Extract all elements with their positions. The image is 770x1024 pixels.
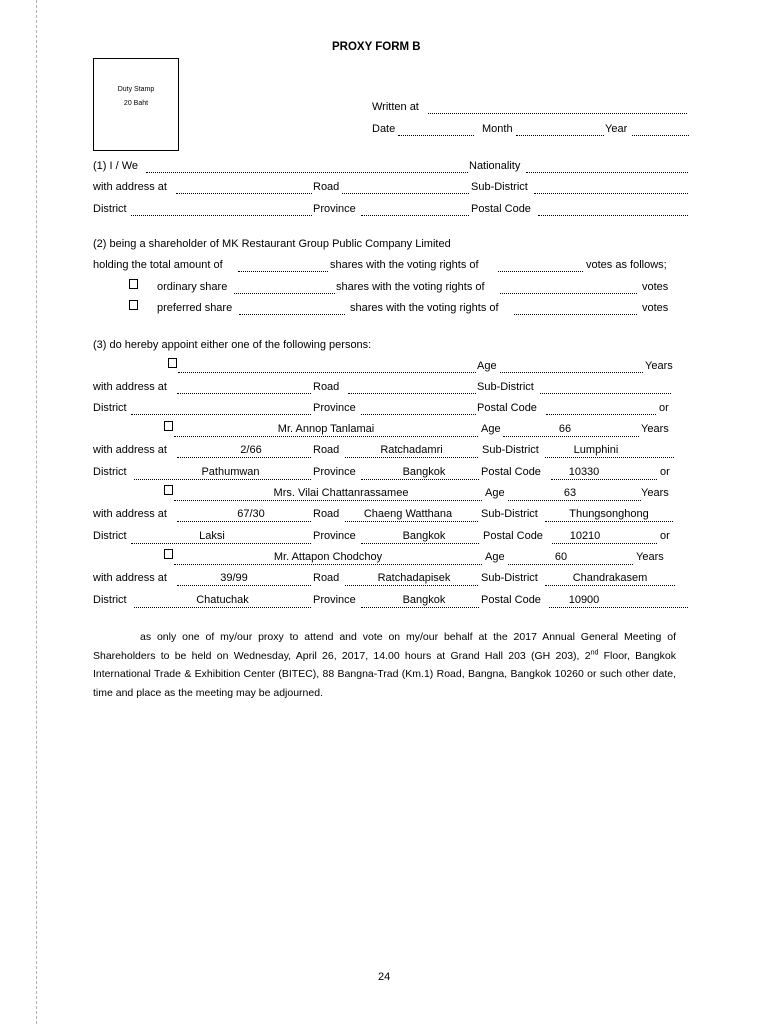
province-label: Province <box>313 530 356 542</box>
proxy-authorization-paragraph <box>93 628 676 702</box>
written-at-field[interactable] <box>428 113 687 114</box>
road-field[interactable] <box>342 193 469 194</box>
proxy-2-district-line <box>131 543 311 544</box>
proxy-blank-province-field[interactable] <box>361 414 476 415</box>
total-votes-field[interactable] <box>498 271 583 272</box>
proxy-3-sub-district-line <box>545 585 675 586</box>
proxy-1-postal-line <box>551 479 657 480</box>
proxy-3-address: 39/99 <box>220 572 248 584</box>
proxy-3-district: Chatuchak <box>196 594 249 606</box>
ordinary-votes-label: votes <box>642 281 669 293</box>
date-label: Date <box>372 123 396 135</box>
proxy-2-address: 67/30 <box>237 508 265 520</box>
postal-code-label: Postal Code <box>471 203 531 215</box>
proxy-2-postal-code: 10210 <box>569 530 601 542</box>
address-label: with address at <box>93 444 167 456</box>
road-label: Road <box>313 572 340 584</box>
proxy-3-age: 60 <box>554 551 568 563</box>
road-label: Road <box>313 181 340 193</box>
ordinary-shares-field[interactable] <box>234 293 335 294</box>
proxy-3-sub-district: Chandrakasem <box>572 572 648 584</box>
address-label: with address at <box>93 572 167 584</box>
postal-code-label: Postal Code <box>481 594 541 606</box>
proxy-1-postal-code: 10330 <box>568 466 600 478</box>
proxy-3-name-line <box>174 564 482 565</box>
stamp-label: Duty Stamp <box>117 86 155 93</box>
proxy-1-address-line <box>177 457 311 458</box>
district-label: District <box>93 594 127 606</box>
proxy-2-checkbox[interactable] <box>164 485 173 495</box>
preferred-share-checkbox[interactable] <box>129 300 138 310</box>
proxy-3-province-line <box>361 607 479 608</box>
address-field[interactable] <box>176 193 312 194</box>
age-label: Age <box>485 487 505 499</box>
appoint-statement: (3) do hereby appoint either one of the following persons: <box>93 339 372 351</box>
proxy-1-province: Bangkok <box>402 466 446 478</box>
shares-voting-label: shares with the voting rights of <box>330 259 479 271</box>
proxy-1-district: Pathumwan <box>201 466 260 478</box>
road-label: Road <box>313 381 340 393</box>
sub-district-field[interactable] <box>534 193 688 194</box>
page-edge-line <box>36 0 37 1024</box>
sub-district-label: Sub-District <box>471 181 528 193</box>
proxy-2-sub-district: Thungsonghong <box>569 508 649 520</box>
road-label: Road <box>313 444 340 456</box>
paragraph-part-2: Floor, Bangkok International Trade & Exhibition Center (BITEC), 88 Bangna-Trad (Km.1) Road, Bangna, Bangkok 10260 or such other date, time and place as the meeting may be adjourned. <box>93 649 676 699</box>
proxy-1-name-line <box>174 436 478 437</box>
proxy-2-road: Chaeng Watthana <box>363 508 453 520</box>
total-shares-field[interactable] <box>238 271 328 272</box>
proxy-2-address-line <box>177 521 311 522</box>
proxy-1-age-line <box>503 436 639 437</box>
proxy-2-postal-line <box>552 543 657 544</box>
nationality-label: Nationality <box>469 160 521 172</box>
years-label: Years <box>636 551 664 563</box>
page-number: 24 <box>378 971 391 983</box>
proxy-blank-district-field[interactable] <box>131 414 311 415</box>
proxy-3-age-line <box>508 564 633 565</box>
sub-district-label: Sub-District <box>482 444 539 456</box>
address-label: with address at <box>93 181 167 193</box>
proxy-3-checkbox[interactable] <box>164 549 173 559</box>
proxy-blank-name-field[interactable] <box>178 372 476 373</box>
address-label: with address at <box>93 381 167 393</box>
preferred-voting-label: shares with the voting rights of <box>350 302 499 314</box>
proxy-2-sub-district-line <box>545 521 673 522</box>
district-label: District <box>93 466 127 478</box>
paragraph-superscript: nd <box>590 649 599 656</box>
proxy-blank-address-field[interactable] <box>177 393 311 394</box>
proxy-blank-sub-district-field[interactable] <box>540 393 671 394</box>
proxy-1-road: Ratchadamri <box>380 444 443 456</box>
years-label: Years <box>641 487 669 499</box>
year-field[interactable] <box>632 135 689 136</box>
proxy-3-province: Bangkok <box>402 594 446 606</box>
or-label: or <box>660 530 670 542</box>
district-label: District <box>93 402 127 414</box>
proxy-1-age: 66 <box>558 423 572 435</box>
years-label: Years <box>645 360 673 372</box>
district-label: District <box>93 530 127 542</box>
preferred-votes-field[interactable] <box>514 314 637 315</box>
proxy-1-district-line <box>134 479 311 480</box>
province-label: Province <box>313 594 356 606</box>
proxy-2-name: Mrs. Vilai Chattanrassamee <box>273 487 409 499</box>
written-at-label: Written at <box>372 101 419 113</box>
years-label: Years <box>641 423 669 435</box>
page-title: PROXY FORM B <box>332 41 421 53</box>
votes-as-follows-label: votes as follows; <box>586 259 667 271</box>
proxy-2-road-line <box>345 521 478 522</box>
or-label: or <box>659 402 669 414</box>
preferred-votes-label: votes <box>642 302 669 314</box>
road-label: Road <box>313 508 340 520</box>
proxy-2-district: Laksi <box>199 530 225 542</box>
proxy-2-province: Bangkok <box>402 530 446 542</box>
proxy-3-postal-line <box>549 607 688 608</box>
holding-label: holding the total amount of <box>93 259 223 271</box>
age-label: Age <box>481 423 501 435</box>
name-field[interactable] <box>146 172 468 173</box>
sub-district-label: Sub-District <box>477 381 534 393</box>
proxy-1-road-line <box>345 457 478 458</box>
proxy-3-road-line <box>345 585 478 586</box>
proxy-3-address-line <box>177 585 311 586</box>
proxy-1-name: Mr. Annop Tanlamai <box>277 423 375 435</box>
province-field[interactable] <box>361 215 469 216</box>
proxy-3-name: Mr. Attapon Chodchoy <box>273 551 383 563</box>
address-label: with address at <box>93 508 167 520</box>
or-label: or <box>660 466 670 478</box>
date-field[interactable] <box>398 135 474 136</box>
proxy-3-road: Ratchadapisek <box>377 572 451 584</box>
proxy-1-sub-district-line <box>545 457 674 458</box>
proxy-2-name-line <box>174 500 482 501</box>
postal-code-field[interactable] <box>538 215 688 216</box>
duty-stamp-box <box>93 58 179 151</box>
shareholder-statement: (2) being a shareholder of MK Restaurant Group Public Company Limited <box>93 238 451 250</box>
proxy-3-postal-code: 10900 <box>568 594 600 606</box>
month-label: Month <box>482 123 513 135</box>
postal-code-label: Postal Code <box>477 402 537 414</box>
proxy-2-age: 63 <box>563 487 577 499</box>
stamp-amount: 20 Baht <box>123 100 149 107</box>
proxy-blank-checkbox[interactable] <box>168 358 177 368</box>
district-field[interactable] <box>131 215 312 216</box>
proxy-1-province-line <box>361 479 479 480</box>
preferred-shares-field[interactable] <box>239 314 345 315</box>
proxy-1-sub-district: Lumphini <box>573 444 619 456</box>
paragraph-part-1: as only one of my/our proxy to attend and vote on my/our behalf at the 2017 Annual General Meeting of Shareholders to be held on Wednesday, April 26, 2017, 14.00 hours at Grand Hall 203 (GH 203), 2 <box>93 631 676 662</box>
ordinary-votes-field[interactable] <box>500 293 637 294</box>
sub-district-label: Sub-District <box>481 572 538 584</box>
i-we-label: (1) I / We <box>93 160 139 172</box>
proxy-blank-age-field[interactable] <box>500 372 643 373</box>
province-label: Province <box>313 402 356 414</box>
proxy-1-checkbox[interactable] <box>164 421 173 431</box>
age-label: Age <box>485 551 505 563</box>
district-label: District <box>93 203 127 215</box>
province-label: Province <box>313 466 356 478</box>
ordinary-voting-label: shares with the voting rights of <box>336 281 485 293</box>
year-label: Year <box>605 123 628 135</box>
preferred-share-label: preferred share <box>157 302 233 314</box>
proxy-2-province-line <box>361 543 479 544</box>
month-field[interactable] <box>516 135 604 136</box>
sub-district-label: Sub-District <box>481 508 538 520</box>
ordinary-share-label: ordinary share <box>157 281 228 293</box>
proxy-blank-postal-field[interactable] <box>546 414 656 415</box>
proxy-1-address: 2/66 <box>240 444 262 456</box>
postal-code-label: Postal Code <box>481 466 541 478</box>
postal-code-label: Postal Code <box>483 530 543 542</box>
proxy-3-district-line <box>134 607 311 608</box>
proxy-blank-road-field[interactable] <box>348 393 476 394</box>
proxy-2-age-line <box>508 500 641 501</box>
ordinary-share-checkbox[interactable] <box>129 279 138 289</box>
nationality-field[interactable] <box>526 172 688 173</box>
province-label: Province <box>313 203 356 215</box>
age-label: Age <box>477 360 497 372</box>
